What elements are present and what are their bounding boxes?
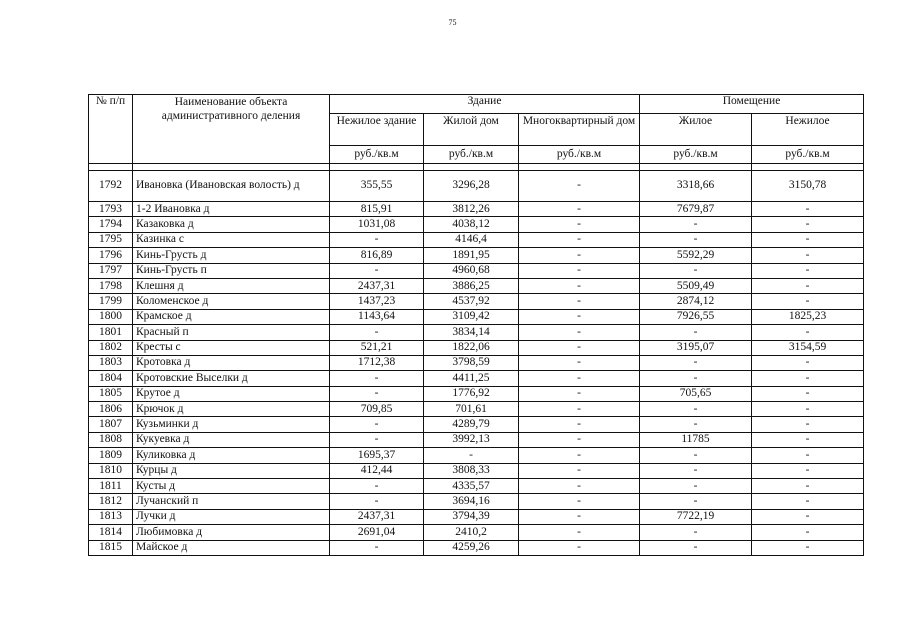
residential-house-value: 4038,12 (424, 217, 519, 232)
residential-premises-value: - (640, 402, 752, 417)
apartment-building-value: - (519, 217, 640, 232)
row-number: 1806 (89, 402, 133, 417)
settlement-name: Любимовка д (133, 525, 330, 540)
row-number: 1812 (89, 494, 133, 509)
apartment-building-value: - (519, 371, 640, 386)
settlement-name: Майское д (133, 540, 330, 555)
nonresidential-building-value: 1712,38 (330, 355, 424, 370)
table-row (89, 402, 864, 417)
nonresidential-premises-value: - (752, 371, 864, 386)
apartment-building-value: - (519, 402, 640, 417)
col-header-residential-house: Жилой дом (424, 114, 519, 146)
apartment-building-value: - (519, 417, 640, 432)
settlement-name: Кузьминки д (133, 417, 330, 432)
row-number: 1803 (89, 355, 133, 370)
apartment-building-value: - (519, 263, 640, 278)
residential-premises-value: 7926,55 (640, 309, 752, 324)
row-number: 1800 (89, 309, 133, 324)
row-number: 1792 (89, 171, 133, 202)
table-row (89, 417, 864, 432)
residential-house-value: 3808,33 (424, 463, 519, 478)
residential-house-value: 3694,16 (424, 494, 519, 509)
row-number: 1814 (89, 525, 133, 540)
settlement-name: Кукуевка д (133, 432, 330, 447)
residential-premises-value: 5592,29 (640, 248, 752, 263)
nonresidential-building-value: 1437,23 (330, 294, 424, 309)
nonresidential-premises-value: 1825,23 (752, 309, 864, 324)
nonresidential-building-value: 815,91 (330, 202, 424, 217)
settlement-name: Казинка с (133, 232, 330, 247)
settlement-name: Красный п (133, 325, 330, 340)
table-row (89, 355, 864, 370)
row-number: 1813 (89, 509, 133, 524)
tariff-table (88, 94, 864, 556)
settlement-name: Крючок д (133, 402, 330, 417)
nonresidential-building-value: - (330, 232, 424, 247)
residential-premises-value: - (640, 325, 752, 340)
table-row (89, 294, 864, 309)
row-number: 1815 (89, 540, 133, 555)
col-header-num: № п/п (89, 95, 133, 164)
row-number: 1810 (89, 463, 133, 478)
residential-premises-value: - (640, 355, 752, 370)
nonresidential-premises-value: - (752, 232, 864, 247)
row-number: 1801 (89, 325, 133, 340)
nonresidential-premises-value: - (752, 494, 864, 509)
residential-premises-value: 705,65 (640, 386, 752, 401)
residential-house-value: 3296,28 (424, 171, 519, 202)
settlement-name: Курцы д (133, 463, 330, 478)
nonresidential-premises-value: - (752, 386, 864, 401)
residential-premises-value: 7679,87 (640, 202, 752, 217)
residential-house-value: 1891,95 (424, 248, 519, 263)
settlement-name: 1-2 Ивановка д (133, 202, 330, 217)
nonresidential-premises-value: - (752, 463, 864, 478)
residential-premises-value: 2874,12 (640, 294, 752, 309)
residential-house-value: 4537,92 (424, 294, 519, 309)
residential-house-value: 701,61 (424, 402, 519, 417)
row-number: 1793 (89, 202, 133, 217)
nonresidential-building-value: - (330, 432, 424, 447)
apartment-building-value: - (519, 294, 640, 309)
table-row (89, 171, 864, 202)
table-row (89, 509, 864, 524)
nonresidential-building-value: 412,44 (330, 463, 424, 478)
apartment-building-value: - (519, 509, 640, 524)
nonresidential-premises-value: - (752, 432, 864, 447)
row-number: 1808 (89, 432, 133, 447)
table-row (89, 263, 864, 278)
nonresidential-building-value: 816,89 (330, 248, 424, 263)
apartment-building-value: - (519, 309, 640, 324)
unit-label: руб./кв.м (752, 146, 864, 164)
nonresidential-premises-value: - (752, 525, 864, 540)
table-row (89, 232, 864, 247)
settlement-name: Коломенское д (133, 294, 330, 309)
residential-premises-value: - (640, 263, 752, 278)
unit-label: руб./кв.м (330, 146, 424, 164)
nonresidential-premises-value: 3154,59 (752, 340, 864, 355)
nonresidential-building-value: 521,21 (330, 340, 424, 355)
settlement-name: Куликовка д (133, 448, 330, 463)
row-number: 1795 (89, 232, 133, 247)
residential-premises-value: - (640, 217, 752, 232)
table-row (89, 248, 864, 263)
residential-premises-value: 3318,66 (640, 171, 752, 202)
row-number: 1796 (89, 248, 133, 263)
residential-premises-value: - (640, 371, 752, 386)
residential-house-value: 4335,57 (424, 479, 519, 494)
nonresidential-building-value: 1031,08 (330, 217, 424, 232)
row-number: 1797 (89, 263, 133, 278)
row-number: 1807 (89, 417, 133, 432)
residential-house-value: 3992,13 (424, 432, 519, 447)
residential-house-value: 3109,42 (424, 309, 519, 324)
residential-premises-value: 5509,49 (640, 278, 752, 293)
row-number: 1804 (89, 371, 133, 386)
table-row (89, 540, 864, 555)
row-number: 1798 (89, 278, 133, 293)
residential-premises-value: 3195,07 (640, 340, 752, 355)
row-number: 1805 (89, 386, 133, 401)
nonresidential-premises-value: - (752, 278, 864, 293)
table-row (89, 371, 864, 386)
nonresidential-building-value: - (330, 371, 424, 386)
nonresidential-building-value: 355,55 (330, 171, 424, 202)
nonresidential-premises-value: - (752, 509, 864, 524)
col-header-residential-premises: Жилое (640, 114, 752, 146)
apartment-building-value: - (519, 540, 640, 555)
residential-premises-value: - (640, 525, 752, 540)
table-body (89, 171, 864, 556)
nonresidential-premises-value: - (752, 448, 864, 463)
table-row (89, 386, 864, 401)
apartment-building-value: - (519, 494, 640, 509)
apartment-building-value: - (519, 232, 640, 247)
row-number: 1802 (89, 340, 133, 355)
apartment-building-value: - (519, 202, 640, 217)
col-header-nonresidential-premises: Нежилое (752, 114, 864, 146)
residential-house-value: 1776,92 (424, 386, 519, 401)
nonresidential-building-value: - (330, 479, 424, 494)
apartment-building-value: - (519, 479, 640, 494)
table-row (89, 217, 864, 232)
nonresidential-premises-value: - (752, 263, 864, 278)
nonresidential-building-value: - (330, 325, 424, 340)
residential-premises-value: - (640, 417, 752, 432)
residential-house-value: - (424, 448, 519, 463)
settlement-name: Крутое д (133, 386, 330, 401)
apartment-building-value: - (519, 340, 640, 355)
table-row (89, 278, 864, 293)
col-header-building: Здание (330, 95, 640, 114)
apartment-building-value: - (519, 525, 640, 540)
row-number: 1809 (89, 448, 133, 463)
table-row (89, 202, 864, 217)
nonresidential-premises-value: 3150,78 (752, 171, 864, 202)
nonresidential-premises-value: - (752, 294, 864, 309)
nonresidential-premises-value: - (752, 355, 864, 370)
nonresidential-building-value: 2437,31 (330, 278, 424, 293)
residential-house-value: 4960,68 (424, 263, 519, 278)
settlement-name: Ивановка (Ивановская волость) д (133, 171, 330, 202)
nonresidential-building-value: - (330, 386, 424, 401)
nonresidential-premises-value: - (752, 417, 864, 432)
settlement-name: Лучанский п (133, 494, 330, 509)
settlement-name: Кусты д (133, 479, 330, 494)
nonresidential-premises-value: - (752, 217, 864, 232)
settlement-name: Казаковка д (133, 217, 330, 232)
table-row (89, 340, 864, 355)
nonresidential-building-value: 709,85 (330, 402, 424, 417)
unit-label: руб./кв.м (640, 146, 752, 164)
nonresidential-premises-value: - (752, 402, 864, 417)
table-row (89, 325, 864, 340)
row-number: 1794 (89, 217, 133, 232)
residential-house-value: 3794,39 (424, 509, 519, 524)
row-number: 1811 (89, 479, 133, 494)
residential-premises-value: 11785 (640, 432, 752, 447)
nonresidential-building-value: 2691,04 (330, 525, 424, 540)
apartment-building-value: - (519, 432, 640, 447)
col-header-name: Наименование объекта административного деления (133, 95, 330, 164)
residential-house-value: 4289,79 (424, 417, 519, 432)
unit-label: руб./кв.м (424, 146, 519, 164)
nonresidential-building-value: 1695,37 (330, 448, 424, 463)
residential-premises-value: - (640, 232, 752, 247)
unit-label: руб./кв.м (519, 146, 640, 164)
nonresidential-building-value: - (330, 417, 424, 432)
residential-premises-value: - (640, 479, 752, 494)
settlement-name: Крамское д (133, 309, 330, 324)
nonresidential-building-value: 1143,64 (330, 309, 424, 324)
settlement-name: Кинь-Грусть д (133, 248, 330, 263)
settlement-name: Клешня д (133, 278, 330, 293)
apartment-building-value: - (519, 171, 640, 202)
col-header-nonresidential-building: Нежилое здание (330, 114, 424, 146)
table-row (89, 448, 864, 463)
nonresidential-premises-value: - (752, 479, 864, 494)
residential-house-value: 2410,2 (424, 525, 519, 540)
residential-premises-value: - (640, 540, 752, 555)
residential-house-value: 4411,25 (424, 371, 519, 386)
residential-house-value: 1822,06 (424, 340, 519, 355)
residential-house-value: 3834,14 (424, 325, 519, 340)
row-number: 1799 (89, 294, 133, 309)
table-row (89, 432, 864, 447)
apartment-building-value: - (519, 325, 640, 340)
settlement-name: Кресты с (133, 340, 330, 355)
settlement-name: Лучки д (133, 509, 330, 524)
apartment-building-value: - (519, 278, 640, 293)
nonresidential-building-value: 2437,31 (330, 509, 424, 524)
table-row (89, 309, 864, 324)
table-row (89, 463, 864, 478)
apartment-building-value: - (519, 248, 640, 263)
page-number: 75 (448, 18, 457, 27)
table-row (89, 494, 864, 509)
nonresidential-building-value: - (330, 494, 424, 509)
nonresidential-building-value: - (330, 540, 424, 555)
residential-house-value: 3798,59 (424, 355, 519, 370)
nonresidential-premises-value: - (752, 202, 864, 217)
residential-premises-value: 7722,19 (640, 509, 752, 524)
apartment-building-value: - (519, 463, 640, 478)
residential-house-value: 3886,25 (424, 278, 519, 293)
apartment-building-value: - (519, 355, 640, 370)
settlement-name: Кротовские Выселки д (133, 371, 330, 386)
col-header-premises: Помещение (640, 95, 864, 114)
residential-house-value: 4259,26 (424, 540, 519, 555)
settlement-name: Кротовка д (133, 355, 330, 370)
residential-house-value: 4146,4 (424, 232, 519, 247)
table-row (89, 525, 864, 540)
nonresidential-premises-value: - (752, 325, 864, 340)
nonresidential-building-value: - (330, 263, 424, 278)
col-header-apartment-building: Многоквартирный дом (519, 114, 640, 146)
residential-premises-value: - (640, 463, 752, 478)
settlement-name: Кинь-Грусть п (133, 263, 330, 278)
table-row (89, 479, 864, 494)
residential-house-value: 3812,26 (424, 202, 519, 217)
residential-premises-value: - (640, 448, 752, 463)
residential-premises-value: - (640, 494, 752, 509)
apartment-building-value: - (519, 386, 640, 401)
nonresidential-premises-value: - (752, 540, 864, 555)
nonresidential-premises-value: - (752, 248, 864, 263)
apartment-building-value: - (519, 448, 640, 463)
